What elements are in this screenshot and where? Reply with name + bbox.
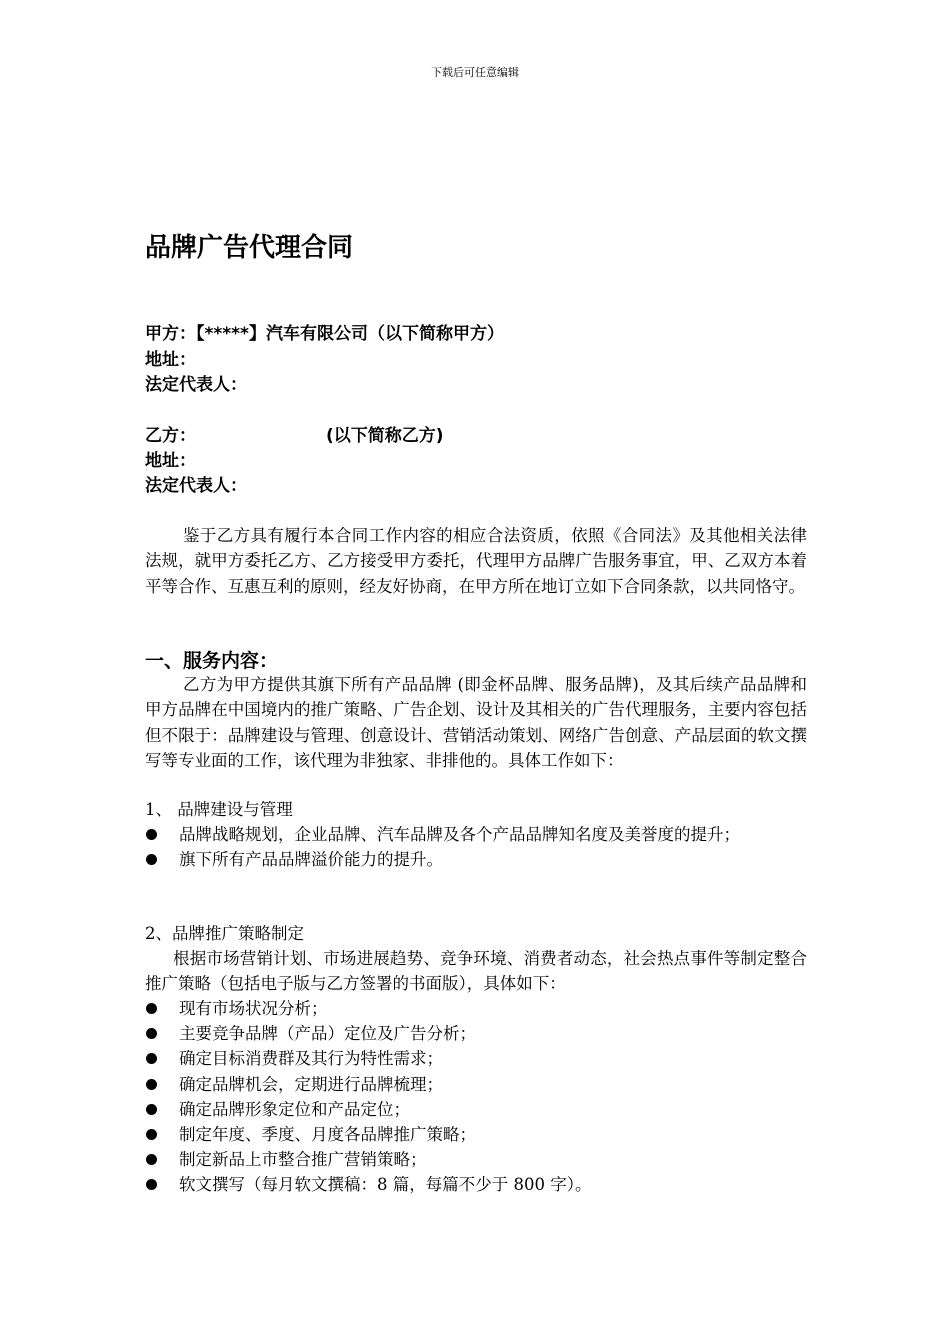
list-item — [145, 847, 807, 872]
list-item-text: 制定年度、季度、月度各品牌推广策略； — [179, 1125, 476, 1145]
bullet-icon — [146, 1003, 157, 1014]
bullet-icon — [146, 1154, 157, 1165]
list-item — [145, 1021, 807, 1046]
item-2-title: 2、品牌推广策略制定 — [145, 924, 304, 943]
list-item-text: 软文撰写（每月软文撰稿：8 篇，每篇不少于 800 字）。 — [179, 1175, 592, 1195]
intro-paragraph: 鉴于乙方具有履行本合同工作内容的相应合法资质，依照《合同法》及其他相关法律法规，就甲方委托乙方、乙方接受甲方委托，代理甲方品牌广告服务事宜，甲、乙双方本着平等合作、互惠互利的原则，经友好协商，在甲方所在地订立如下合同条款，以共同恪守。 — [145, 526, 807, 596]
list-item — [145, 1097, 807, 1122]
item-2-bullet-list — [145, 996, 807, 1198]
party-b-label: 乙方： — [145, 426, 196, 446]
item-1-title: 1、 品牌建设与管理 — [145, 800, 293, 819]
list-item — [145, 822, 807, 847]
list-item — [145, 996, 807, 1021]
party-b-address: 地址： — [145, 451, 196, 471]
list-item-text: 品牌战略规划，企业品牌、汽车品牌及各个产品品牌知名度及美誉度的提升； — [179, 825, 740, 844]
document-title: 品牌广告代理合同 — [145, 233, 354, 263]
bullet-icon — [146, 854, 157, 865]
party-b-note: (以下简称乙方) — [326, 426, 444, 446]
party-a-address: 地址： — [145, 350, 196, 370]
party-b-legal-rep: 法定代表人： — [145, 476, 247, 496]
list-item — [145, 1147, 807, 1172]
bullet-icon — [146, 829, 157, 840]
bullet-icon — [146, 1079, 157, 1090]
list-item — [145, 1072, 807, 1097]
bullet-icon — [146, 1104, 157, 1115]
bullet-icon — [146, 1028, 157, 1039]
party-a-legal-rep: 法定代表人： — [145, 375, 247, 395]
bullet-icon — [146, 1179, 157, 1190]
item-2-body: 根据市场营销计划、市场进展趋势、竞争环境、消费者动态，社会热点事件等制定整合推广策略（包括电子版与乙方签署的书面版），具体如下： — [145, 949, 807, 994]
list-item-text: 旗下所有产品品牌溢价能力的提升。 — [179, 850, 443, 870]
list-item — [145, 1046, 807, 1071]
section-1-heading: 一、服务内容： — [145, 650, 279, 672]
page-header-note: 下载后可任意编辑 — [431, 66, 519, 79]
list-item-text: 主要竞争品牌（产品）定位及广告分析； — [179, 1024, 476, 1044]
bullet-icon — [146, 1053, 157, 1064]
list-item — [145, 1172, 807, 1197]
list-item-text: 现有市场状况分析； — [179, 999, 328, 1018]
bullet-icon — [146, 1129, 157, 1140]
party-a-name: 甲方：【*****】汽车有限公司（以下简称甲方） — [145, 324, 504, 344]
list-item-text: 确定品牌形象定位和产品定位； — [179, 1099, 410, 1119]
list-item — [145, 1122, 807, 1147]
item-1-bullet-list — [145, 822, 807, 872]
list-item-text: 制定新品上市整合推广营销策略； — [179, 1150, 427, 1170]
list-item-text: 确定目标消费群及其行为特性需求； — [179, 1049, 443, 1069]
section-1-body: 乙方为甲方提供其旗下所有产品品牌 (即金杯品牌、服务品牌)，及其后续产品品牌和甲方品牌在中国境内的推广策略、广告企划、设计及其相关的广告代理服务，主要内容包括但不限于：品牌建设与管理、创意设计、营销活动策划、网络广告创意、产品层面的软文撰写等专业面的工作，该代理为非独家、非排他的。具体工作如下： — [145, 675, 807, 770]
list-item-text: 确定品牌机会，定期进行品牌梳理； — [179, 1074, 443, 1094]
